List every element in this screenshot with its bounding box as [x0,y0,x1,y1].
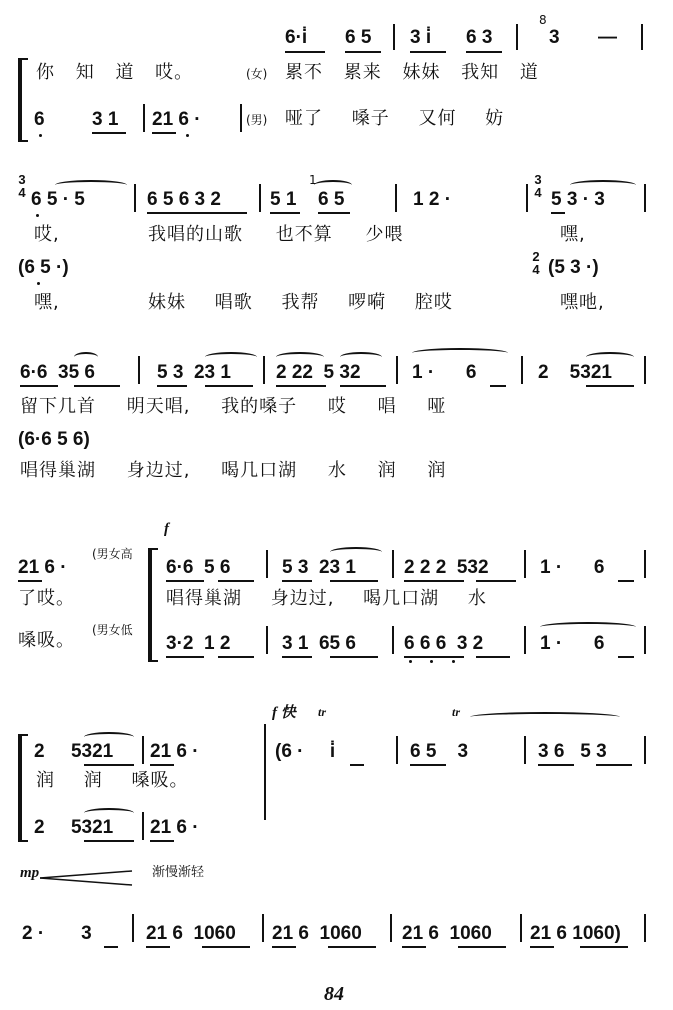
s1-lyric-male: 哑了 嗓子 又何 妨 [285,108,505,129]
barline [524,550,526,578]
slur [412,348,508,358]
s3-notes-b: 5 3 23 1 [157,362,231,383]
barline [264,724,266,820]
underline [328,946,376,948]
underline [285,51,325,53]
s3-notes-c: 2 22 5 32 [276,362,361,383]
barline [644,184,646,212]
s1-notes-c: 3 i̇ [410,27,432,48]
s5-inst-b: 6 5 3 [410,741,469,762]
underline [218,656,254,658]
s4-lyric-b: 嗓吸。 [18,630,75,651]
underline [551,212,565,214]
underline [404,656,464,658]
s3-notes-d: 1 · 6 [412,362,477,383]
s2-grace: 1 [309,173,317,187]
s6-dynamic: mp [20,865,40,881]
underline [84,764,134,766]
slur [570,180,636,190]
barline [266,550,268,578]
s1-label-male: (男) [246,113,268,127]
barline [644,626,646,654]
barline [526,184,528,212]
underline [270,212,300,214]
s1-lower-b: 3 1 [92,109,119,130]
underline [205,385,253,387]
s3-lyric-2: 唱得巢湖 身边过, 喝几口湖 水 润 润 [20,460,447,481]
slur [205,352,257,362]
barline [132,914,134,942]
s1-lower-c: 21 6 · [152,109,201,130]
s4-dynamic: f [164,521,169,537]
s4-high-d: 1 · 6 [540,557,605,578]
s4-label-low: (男女低 [92,623,133,637]
s2-lyric-6: 嘿吔, [560,292,605,313]
underline [276,385,326,387]
underline [596,764,632,766]
s5-lower-b: 21 6 · [150,817,199,838]
s4-lyric-high: 唱得巢湖 身边过, 喝几口湖 水 [166,588,487,609]
underline [92,132,126,134]
underline [466,51,502,53]
s4-start: 21 6 · [18,557,67,578]
underline [586,385,634,387]
barline [396,356,398,384]
s2-notes-a: 6 5 · 5 [31,189,85,210]
s2-notes-c: 5 1 [270,189,297,210]
slur [74,352,98,362]
underline [74,385,120,387]
underline [330,580,378,582]
s1-lyric-female: 你 知 道 哎。 [36,62,194,83]
underline [282,580,312,582]
s6-notes-d: 21 6 1060 [402,923,492,944]
barline [641,24,643,50]
underline [458,946,506,948]
slur [84,808,134,818]
barline [262,914,264,942]
slur [330,547,382,557]
underline [538,764,574,766]
octave-dot [37,282,40,285]
underline [18,580,42,582]
s3-notes-e: 2 5321 [538,362,612,383]
underline [282,656,312,658]
underline [410,51,446,53]
s3-alt-melody: (6·6 5 6) [18,429,90,450]
page-number: 84 [324,983,344,1005]
s5-upper-b: 21 6 · [150,741,199,762]
underline [146,946,170,948]
s5-inst-c: 3 6 5 3 [538,741,607,762]
time-sig-3-4: 3 4 [18,172,26,200]
underline [157,385,187,387]
underline [202,946,250,948]
barline [644,356,646,384]
s2-lyric-1: 哎, [34,224,60,245]
s4-low-d: 1 · 6 [540,633,605,654]
s4-low-a: 3·2 1 2 [166,633,231,654]
s2-lyric-4: 嘿, [34,292,60,313]
barline [521,356,523,384]
slur [276,352,324,362]
barline [138,356,140,384]
underline [84,840,134,842]
barline [520,914,522,942]
s4-high-b: 5 3 23 1 [282,557,356,578]
barline [266,626,268,654]
s4-low-c: 6 6 6 3 2 [404,633,484,654]
s1-notes-a: 6·i̇ [285,27,308,48]
time-sig-2-4: 2 4 [532,249,540,277]
underline [150,840,174,842]
slur [84,732,134,742]
underline [340,385,386,387]
barline [392,626,394,654]
s3-lyric-1: 留下几首 明天唱, 我的嗓子 哎 唱 哑 [20,396,447,417]
barline [644,550,646,578]
barline [134,184,136,212]
underline [404,580,464,582]
barline [644,914,646,942]
underline [476,580,516,582]
barline [240,104,242,132]
barline [263,356,265,384]
underline [618,656,634,658]
s2-notes-d: 6 5 [318,189,345,210]
s5-trill-1: tr [318,705,327,719]
s6-notes-b: 21 6 1060 [146,923,236,944]
s4-label-high: (男女高 [92,547,133,561]
system-bracket [148,548,158,662]
underline [476,656,510,658]
s5-tempo: f 快 [272,705,296,721]
s2-alt-1: (6 5 ·) [18,257,69,278]
underline [490,385,506,387]
s1-notes-f: — [598,27,617,48]
slur [55,180,127,190]
underline [104,946,118,948]
barline [392,550,394,578]
s5-trill-2: tr [452,705,461,719]
s2-notes-b: 6 5 6 3 2 [147,189,221,210]
s6-notes-e: 21 6 1060) [530,923,621,944]
barline [142,812,144,840]
s5-lower-a: 2 5321 [34,817,114,838]
s2-notes-f: 5 3 · 3 [551,189,605,210]
s5-upper-a: 2 5321 [34,741,114,762]
underline [350,764,364,766]
slur [314,180,352,190]
system-bracket [18,58,28,142]
s1-lower-a: 6 [34,109,45,130]
barline [516,24,518,50]
s4-lyric-a: 了哎。 [18,588,75,609]
s2-alt-2: (5 3 ·) [548,257,599,278]
barline [143,104,145,132]
barline [142,736,144,764]
slur [586,352,634,362]
barline [390,914,392,942]
barline [259,184,261,212]
underline [402,946,426,948]
barline [524,736,526,764]
time-sig-3-4: 3 4 [534,172,542,200]
crescendo-hairpin [40,870,134,886]
s3-notes-a: 6·6 35 6 [20,362,95,383]
underline [150,764,174,766]
s4-high-a: 6·6 5 6 [166,557,231,578]
s1-grace: 8 [539,13,547,27]
slur [470,712,620,722]
s6-tempo-text: 渐慢渐轻 [152,865,205,880]
s4-low-b: 3 1 65 6 [282,633,356,654]
s4-high-c: 2 2 2 532 [404,557,489,578]
underline [20,385,58,387]
system-bracket [18,734,28,842]
s5-inst-a: (6 · i̇ [275,741,336,762]
barline [644,736,646,764]
octave-dot [186,134,189,137]
octave-dot [452,660,455,663]
octave-dot [36,214,39,217]
barline [524,626,526,654]
underline [530,946,554,948]
underline [152,132,176,134]
underline [218,580,254,582]
octave-dot [409,660,412,663]
s2-lyric-5: 妹妹 唱歌 我帮 啰嗬 腔哎 [148,292,453,313]
underline [166,656,204,658]
slur [540,622,636,632]
octave-dot [430,660,433,663]
underline [272,946,296,948]
s1-label-female: (女) [246,67,268,81]
s6-notes-c: 21 6 1060 [272,923,362,944]
underline [147,212,247,214]
underline [166,580,204,582]
underline [318,212,350,214]
s1-lyric-female-b: 累不 累来 妹妹 我知 道 [285,62,539,83]
s1-notes-b: 6 5 [345,27,372,48]
s5-lyric: 润 润 嗓吸。 [36,770,189,791]
s2-lyric-2: 我唱的山歌 也不算 少喂 [148,224,404,245]
s1-notes-d: 6 3 [466,27,493,48]
s2-lyric-3: 嘿, [560,224,586,245]
underline [330,656,378,658]
octave-dot [39,134,42,137]
slur [340,352,382,362]
barline [395,184,397,212]
s6-notes-a: 2 · 3 [22,923,92,944]
underline [345,51,381,53]
underline [580,946,628,948]
s1-notes-e: 3 [549,27,560,48]
underline [410,764,446,766]
underline [618,580,634,582]
barline [393,24,395,50]
s2-notes-e: 1 2 · [413,189,452,210]
barline [396,736,398,764]
